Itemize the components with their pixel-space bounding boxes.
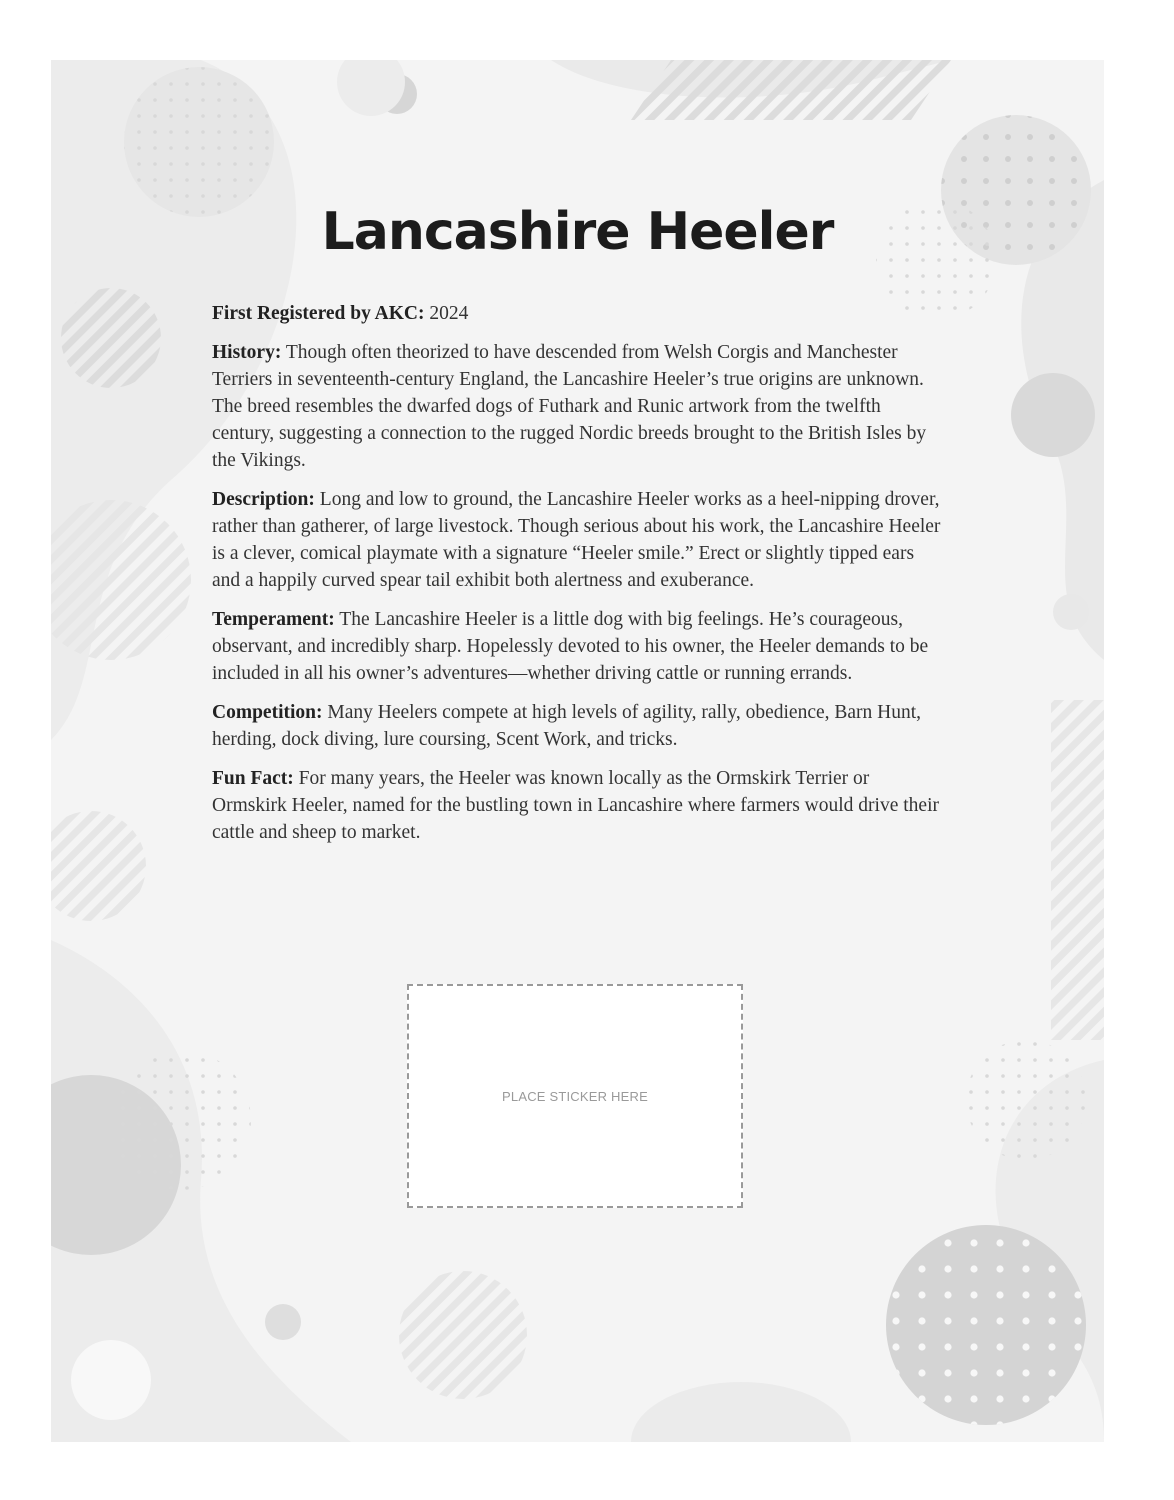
- description-paragraph: [212, 486, 942, 594]
- coloring-page: [51, 60, 1104, 1442]
- paragraph-text: For many years, the Heeler was known locally as the Ormskirk Terrier or Ormskirk Heeler, named for the bustling town in Lancashire where farmers would drive their cattle and sheep to market.: [212, 768, 939, 843]
- fun-fact-paragraph: [212, 765, 942, 846]
- paragraph-label: History:: [212, 342, 282, 363]
- breed-details: [212, 300, 942, 858]
- paragraph-text: 2024: [429, 303, 469, 324]
- paragraph-text: Many Heelers compete at high levels of agility, rally, obedience, Barn Hunt, herding, dock diving, lure coursing, Scent Work, and tricks.: [212, 702, 922, 750]
- paragraph-text: Though often theorized to have descended from Welsh Corgis and Manchester Terriers in seventeenth-century England, the Lancashire Heeler’s true origins are unknown. The breed resembles the dwarfed dogs of Futhark and Runic artwork from the twelfth century, suggesting a connection to the rugged Nordic breeds brought to the British Isles by the Vikings.: [212, 342, 927, 471]
- paragraph-label: Fun Fact:: [212, 768, 294, 789]
- paragraph-label: Competition:: [212, 702, 323, 723]
- paragraph-text: The Lancashire Heeler is a little dog with big feelings. He’s courageous, observant, and incredibly sharp. Hopelessly devoted to his owner, the Heeler demands to be included in all his owner’s adventures—whether driving cattle or running errands.: [212, 609, 929, 684]
- paragraph-text: Long and low to ground, the Lancashire Heeler works as a heel-nipping drover, rather than gatherer, of large livestock. Though serious about his work, the Lancashire Heeler is a clever, comical playmate with a signature “Heeler smile.” Erect or slightly tipped ears and a happily curved spear tail exhibit both alertness and exuberance.: [212, 489, 941, 591]
- registration-paragraph: [212, 300, 942, 327]
- competition-paragraph: [212, 699, 942, 753]
- sticker-placeholder: [407, 984, 743, 1208]
- page-title: Lancashire Heeler: [321, 202, 834, 262]
- paragraph-label: Temperament:: [212, 609, 335, 630]
- history-paragraph: [212, 339, 942, 474]
- paragraph-label: Description:: [212, 489, 315, 510]
- temperament-paragraph: [212, 606, 942, 687]
- paragraph-label: First Registered by AKC:: [212, 303, 425, 324]
- page-content: [51, 60, 1104, 1442]
- sticker-label: PLACE STICKER HERE: [502, 1088, 648, 1104]
